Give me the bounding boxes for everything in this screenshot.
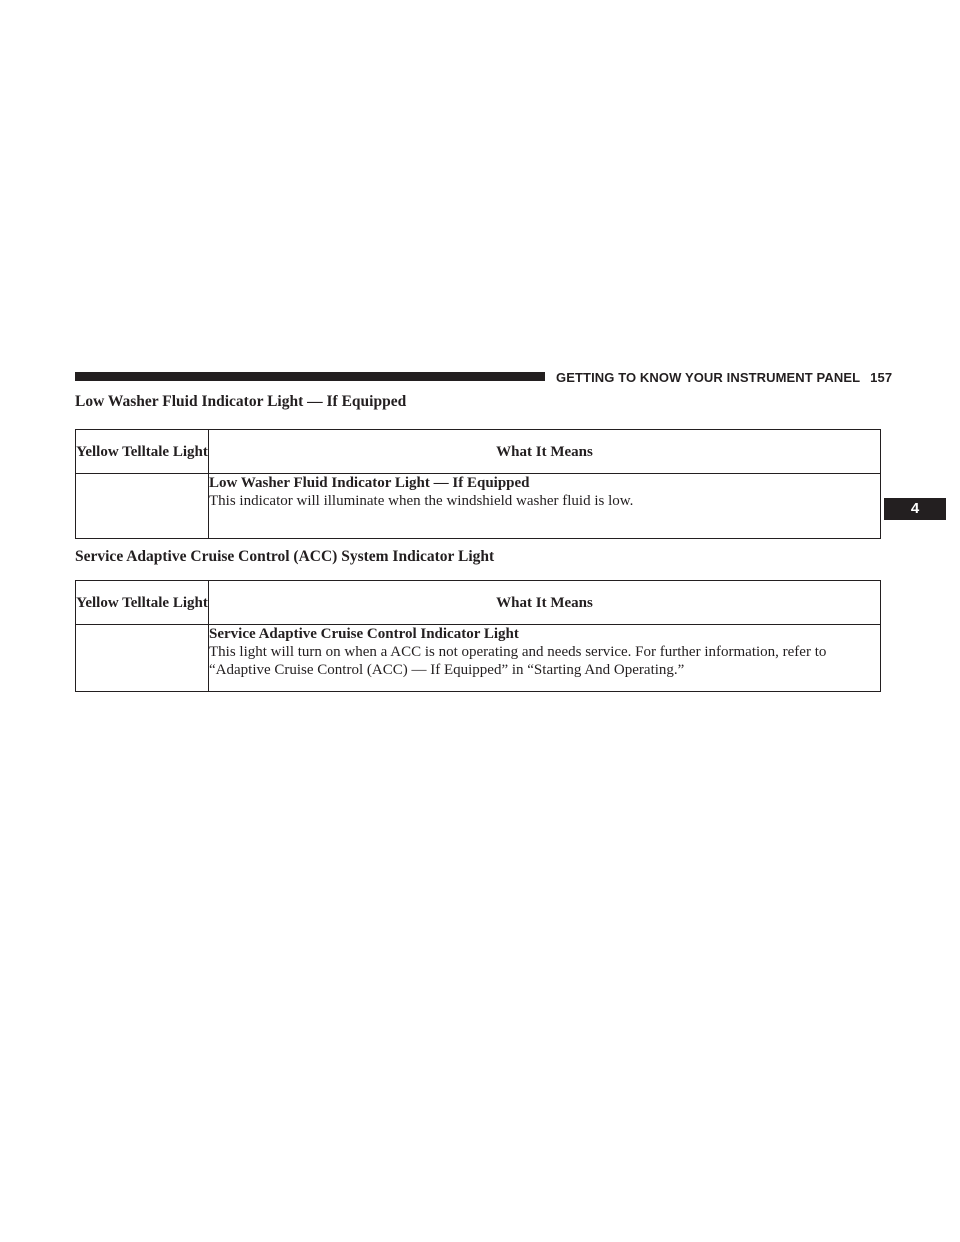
col-header-meaning: What It Means — [209, 581, 881, 625]
section-title-washer-fluid: Low Washer Fluid Indicator Light — If Equipped — [75, 393, 407, 410]
page-number: 157 — [870, 370, 893, 385]
meaning-cell — [209, 625, 881, 692]
running-header — [556, 370, 892, 385]
chapter-tab[interactable]: 4 — [884, 498, 946, 520]
indicator-table-acc-service — [75, 580, 881, 692]
indicator-table-washer-fluid — [75, 429, 881, 539]
indicator-description: This light will turn on when a ACC is not operating and needs service. For further information, refer to “Adaptive Cruise Control (ACC) — If Equipped” in “Starting And Operating.” — [209, 644, 827, 678]
indicator-name: Low Washer Fluid Indicator Light — If Equipped — [209, 475, 530, 491]
telltale-cell — [76, 474, 209, 539]
indicator-name: Service Adaptive Cruise Control Indicator Light — [209, 626, 519, 642]
col-header-telltale: Yellow Telltale Light — [76, 581, 209, 625]
col-header-telltale: Yellow Telltale Light — [76, 430, 209, 474]
table-header-row — [76, 430, 881, 474]
indicator-description: This indicator will illuminate when the windshield washer fluid is low. — [209, 493, 634, 509]
telltale-cell — [76, 625, 209, 692]
col-header-meaning: What It Means — [209, 430, 881, 474]
meaning-cell — [209, 474, 881, 539]
section-title-acc-service: Service Adaptive Cruise Control (ACC) System Indicator Light — [75, 548, 495, 565]
table-row — [76, 474, 881, 539]
table-row — [76, 625, 881, 692]
header-section-title: GETTING TO KNOW YOUR INSTRUMENT PANEL — [556, 370, 861, 385]
table-header-row — [76, 581, 881, 625]
header-rule — [75, 372, 545, 381]
